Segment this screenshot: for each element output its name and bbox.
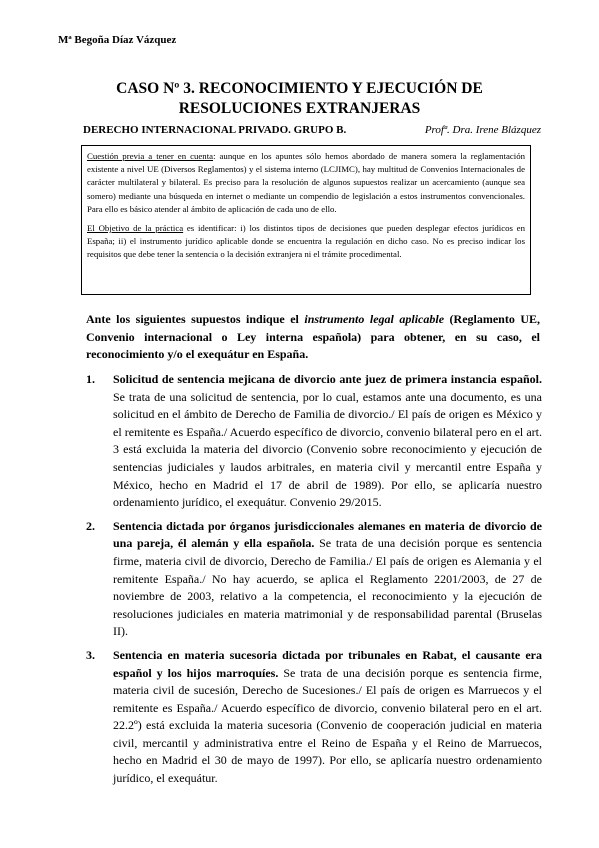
case-answer: Se trata de una decisión porque es sentencia firme, materia civil de sucesión, Derecho de Sucesiones./ El país de origen es Marruecos y el remitente es España./ Acuerdo específico de divorcio, convenio bilateral pero en el art. 22.2º) está excluida la materia sucesoria (Convenio de cooperación judicial en materia civil, mercantil y administrativa entre el Reino de España y el Reino de Marruecos, hecho en Madrid el 30 de mayo de 1997). Por ello, se aplicaría nuestro ordenamiento jurídico, el exequátur. [113,665,543,786]
title-line-2: RESOLUCIONES EXTRANJERAS [178,100,421,117]
case-number: 2. [86,518,95,533]
document-title [60,79,539,119]
professor-name: Profª. Dra. Irene Blázquez [424,124,541,136]
intro-after: (Reglamento UE, Convenio internacional o Ley interna española) para obtener, en su caso, el reconocimiento y/o el exequátur en España. [86,312,541,362]
case-number: 3. [86,647,95,662]
case-answer: Se trata de una solicitud de sentencia, por lo cual, estamos ante una documento, es una solicitud en el ámbito de Derecho de Familia de divorcio./ El país de origen es México y el remitente es España./ Acuerdo específico de divorcio, convenio bilateral pero en el art. 3 está excluida la materia del divorcio (Convenio sobre reconocimiento y ejecución de sentencias judiciales y laudos arbitrales, en materia civil y mercantil entre España y México, hecho en Madrid el 17 de abril de 1989). Por ello, se aplicaría nuestro ordenamiento jurídico, el exequátur. Convenio 29/2015. [113,389,542,510]
author-name: Mª Begoña Díaz Vázquez [58,34,177,46]
case-heading: Solicitud de sentencia mejicana de divorcio ante juez de primera instancia español. [113,372,542,386]
course-header [83,124,543,136]
note-text-1: : aunque en los apuntes sólo hemos abordado de manera somera la reglamentación existente a nivel UE (Diversos Reglamentos) y el sistema interno (LCJIMC), hay multitud de Convenios Internacionales de carácter multilateral y bilateral. Es preciso para la resolución de algunos supuestos realizar un acercamiento (aunque sea somero) mediante una búsqueda en internet o mediante un compendio de legislación a estos instrumentos convencionales. Para ello es básico atender al ámbito de aplicación de cada uno de ello. [87,151,525,214]
case-heading: Sentencia dictada por órganos jurisdiccionales alemanes en materia de divorcio de una pareja, él alemán y ella española. [113,518,542,551]
case-item [86,647,542,788]
case-list [86,371,542,794]
intro-emphasis: instrumento legal aplicable [304,312,445,326]
case-answer: Se trata de una decisión porque es sentencia firme, materia civil de divorcio, Derecho de Familia./ El país de origen es Alemania y el remitente España./ No hay acuerdo, se aplica el Reglamento 2201/2003, de 27 de noviembre de 2003, relativo a la competencia, el reconocimiento y la ejecución de resoluciones judiciales en materia matrimonial y de responsabilidad parental (Bruselas II). [113,536,542,639]
intro-before: Ante los siguientes supuestos indique el [86,312,305,326]
case-heading: Sentencia en materia sucesoria dictada por tribunales en Rabat, el causante era español y los hijos marroquíes. [113,647,542,680]
course-name: DERECHO INTERNACIONAL PRIVADO. GRUPO B. [83,124,347,136]
note-paragraph-1 [87,150,525,216]
case-item [86,371,542,512]
title-line-1: CASO Nº 3. RECONOCIMIENTO Y EJECUCIÓN DE [116,80,483,97]
instructions [86,311,540,364]
note-box [81,145,531,295]
case-number: 1. [86,372,95,386]
note-paragraph-2 [87,222,525,262]
note-text-2: es identificar: i) los distintos tipos de decisiones que pueden desplegar efectos jurídicos en España; ii) el instrumento jurídico aplicable donde se encuentra la regulación en dicho caso. No es preciso indicar los requisitos que debe tener la sentencia o la decisión extranjera ni el trámite procedimental. [87,223,525,260]
case-item [86,518,542,641]
note-label-2: El Objetivo de la práctica [87,223,184,234]
note-label-1: Cuestión previa a tener en cuenta [87,151,214,161]
